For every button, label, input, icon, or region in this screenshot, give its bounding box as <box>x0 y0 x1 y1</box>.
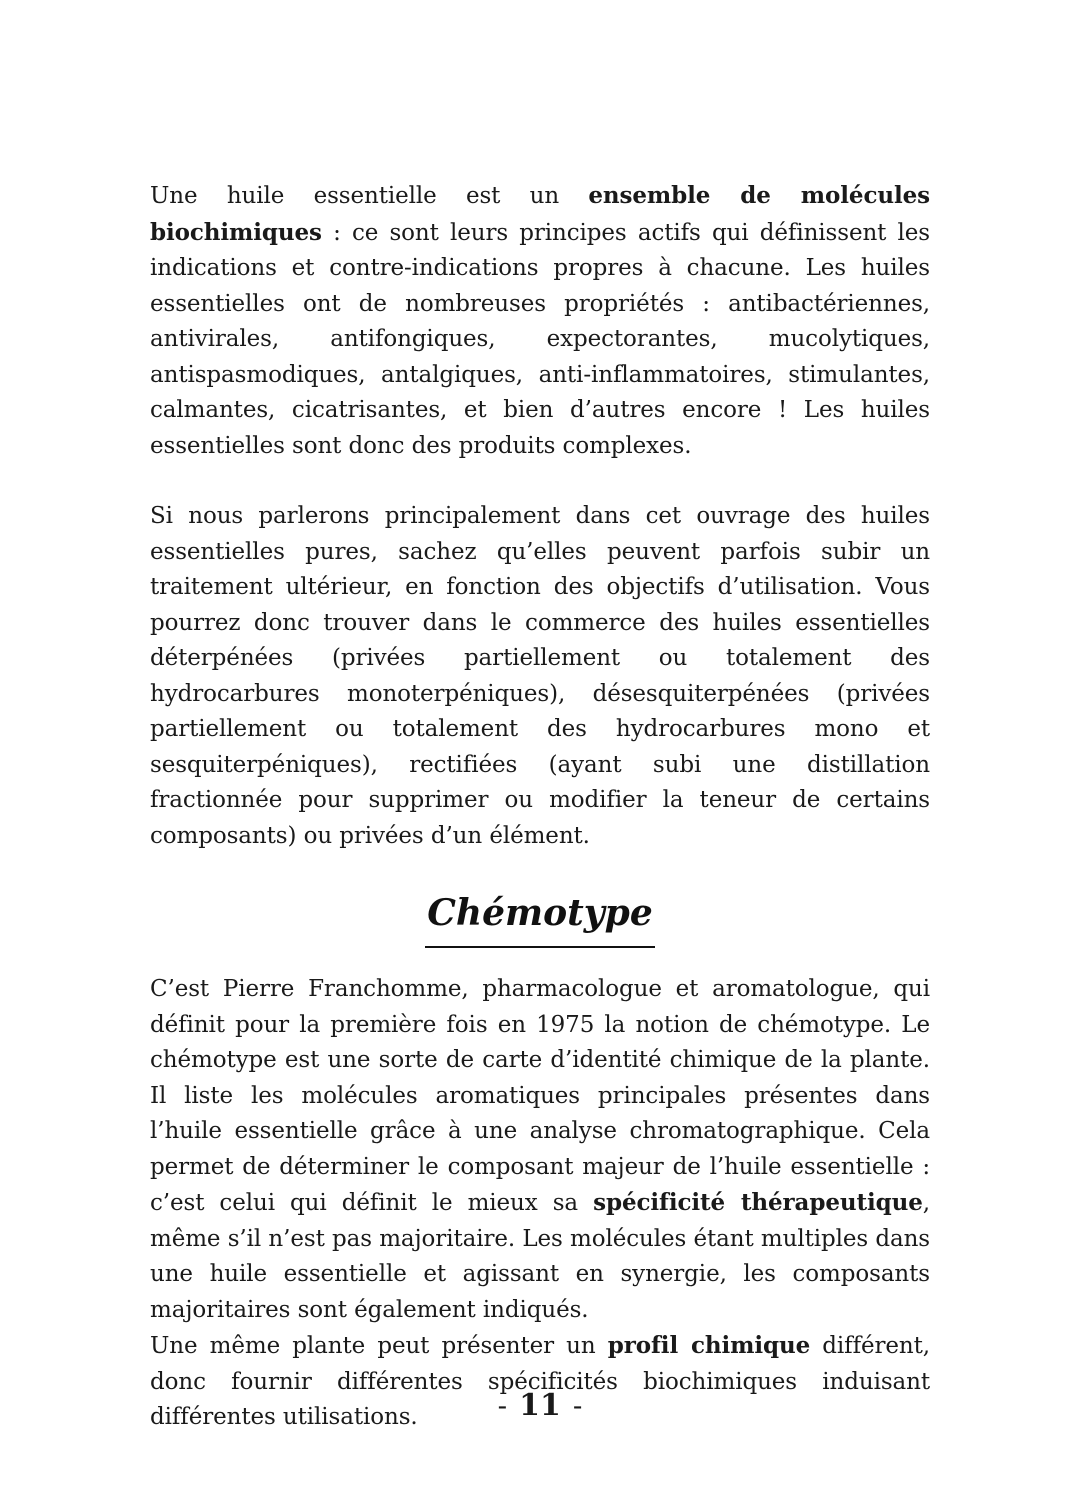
paragraph-4-text-start: Une même plante peut présenter un <box>150 1333 608 1359</box>
paragraph-3-text-end: , même s’il n’est pas majoritaire. Les molécules étant multiples dans une huile essentielle et agissant en synergie, les composants majoritaires sont également indiqués. <box>150 1190 930 1323</box>
page-number <box>0 1388 1080 1423</box>
page-body <box>150 178 930 1436</box>
emphasis-ensemble-molecules: ensemble de molécules biochimiques <box>150 182 931 246</box>
paragraph-3-text-start: C’est Pierre Franchomme, pharmacologue et aromatologue, qui définit pour la première fois en 1975 la notion de chémotype. Le chémotype est une sorte de carte d’identité chimique de la plante. Il liste les molécules aromatiques principales présentes dans l’huile essentielle grâce à une analyse chromatographique. Cela permet de déterminer le composant majeur de l’huile essentielle : c’est celui qui définit le mieux sa <box>150 976 930 1216</box>
emphasis-profil-chimique: profil chimique <box>607 1332 811 1359</box>
section-heading-wrapper <box>150 890 930 948</box>
paragraph-ensemble-molecules <box>150 178 930 464</box>
page-number-value: 11 <box>519 1388 561 1423</box>
section-title: Chémotype <box>425 890 654 948</box>
paragraph-1-text-end: : ce sont leurs principes actifs qui définissent les indications et contre-indications propres à chacune. Les huiles essentielles ont de nombreuses propriétés : antibactériennes, antivirales, antifongiques, expectorantes, mucolytiques, antispasmodiques, antalgiques, anti-inflammatoires, stimulantes, calmantes, cicatrisantes, et bien d’autres encore ! Les huiles essentielles sont donc des produits complexes. <box>150 219 930 459</box>
emphasis-specificite: spécificité thérapeutique <box>593 1189 923 1216</box>
page-number-dash-left: - <box>497 1389 508 1422</box>
page-number-dash-right: - <box>572 1389 583 1422</box>
paragraph-1-text-start: Une huile essentielle est un <box>150 183 589 209</box>
paragraph-huiles-traitees: Si nous parlerons principalement dans cet ouvrage des huiles essentielles pures, sachez qu’elles peuvent parfois subir un traitement ultérieur, en fonction des objectifs d’utilisation. Vous pourrez donc trouver dans le commerce des huiles essentielles déterpénées (privées partiellement ou totalement des hydrocarbures monoterpéniques), désesquiterpénées (privées partiellement ou totalement des hydrocarbures mono et sesquiterpéniques), rectifiées (ayant subi une distillation fractionnée pour supprimer ou modifier la teneur de certains composants) ou privées d’un élément. <box>150 503 930 849</box>
paragraph-chemotype-definition <box>150 972 930 1328</box>
paragraph-4-text-end: différent, donc fournir différentes spécificités biochimiques induisant différentes utilisations. <box>150 1333 930 1430</box>
